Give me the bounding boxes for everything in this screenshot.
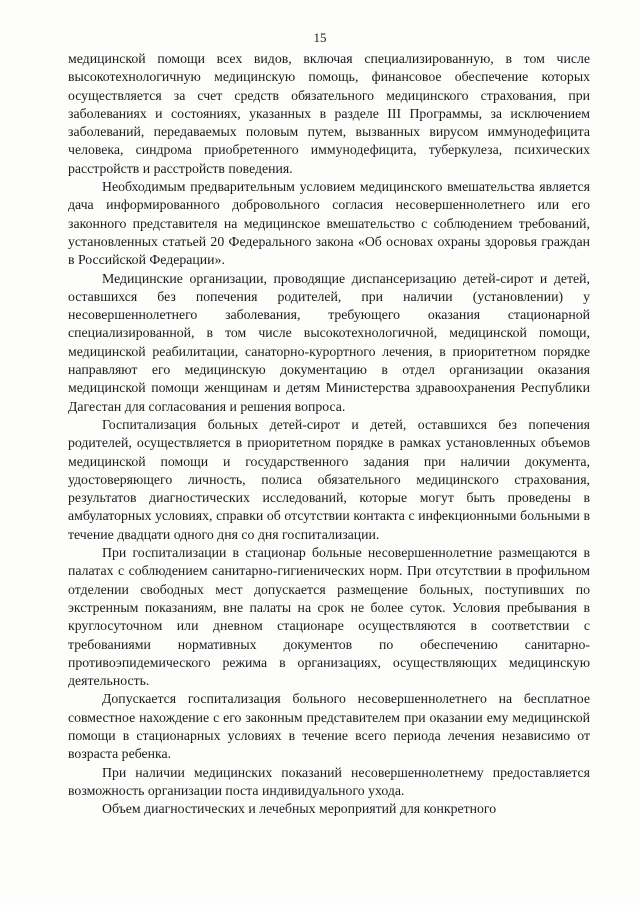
- body-text: [68, 50, 590, 818]
- paragraph: Медицинские организации, проводящие диспансеризацию детей-сирот и детей, оставшихся без попечения родителей, при наличии (установлении) у несовершеннолетнего заболевания, требующего оказания стационарной специализированной, в том числе высокотехнологичной, медицинской помощи, медицинской реабилитации, санаторно-курортного лечения, в приоритетном порядке направляют его медицинскую документацию в отдел организации оказания медицинской помощи женщинам и детям Министерства здравоохранения Республики Дагестан для согласования и решения вопроса.: [68, 270, 590, 414]
- paragraph: Допускается госпитализация больного несовершеннолетнего на бесплатное совместное нахождение с его законным представителем при оказании ему медицинской помощи в стационарных условиях в течение всего периода лечения независимо от возраста ребенка.: [68, 691, 590, 762]
- paragraph: Госпитализация больных детей-сирот и детей, оставшихся без попечения родителей, осуществляется в приоритетном порядке в рамках установленных объемов медицинской помощи и государственного задания при наличии документа, удостоверяющего личность, полиса обязательного медицинского страхования, результатов диагностических исследований, которые могут быть проведены в амбулаторных условиях, справки об отсутствии контакта с инфекционными больными в течение двадцати одного дня со дня госпитализации.: [68, 416, 590, 542]
- paragraph: Необходимым предварительным условием медицинского вмешательства является дача информированного добровольного согласия несовершеннолетнего или его законного представителя на медицинское вмешательство с соблюдением требований, установленных статьей 20 Федерального закона «Об основах охраны здоровья граждан в Российской Федерации».: [68, 179, 590, 268]
- paragraph: При госпитализации в стационар больные несовершеннолетние размещаются в палатах с соблюдением санитарно-гигиенических норм. При отсутствии в профильном отделении свободных мест допускается размещение больных, поступивших по экстренным показаниям, вне палаты на срок не более суток. Условия пребывания в круглосуточном или дневном стационаре осуществляются в соответствии с требованиями нормативных документов по обеспечению санитарно-противоэпидемического режима в организациях, осуществляющих медицинскую деятельность.: [68, 545, 590, 689]
- paragraph: При наличии медицинских показаний несовершеннолетнему предоставляется возможность организации поста индивидуального ухода.: [68, 764, 590, 798]
- page-number: 15: [313, 30, 327, 45]
- paragraph: Объем диагностических и лечебных мероприятий для конкретного: [102, 801, 497, 817]
- paragraph: медицинской помощи всех видов, включая специализированную, в том числе высокотехнологичную медицинскую помощь, финансовое обеспечение которых осуществляется за счет средств обязательного медицинского страхования, при заболеваниях и состояниях, указанных в разделе III Программы, за исключением заболеваний, передаваемых половым путем, вызванных вирусом иммунодефицита человека, синдрома приобретенного иммунодефицита, туберкулеза, психических расстройств и расстройств поведения.: [68, 51, 590, 176]
